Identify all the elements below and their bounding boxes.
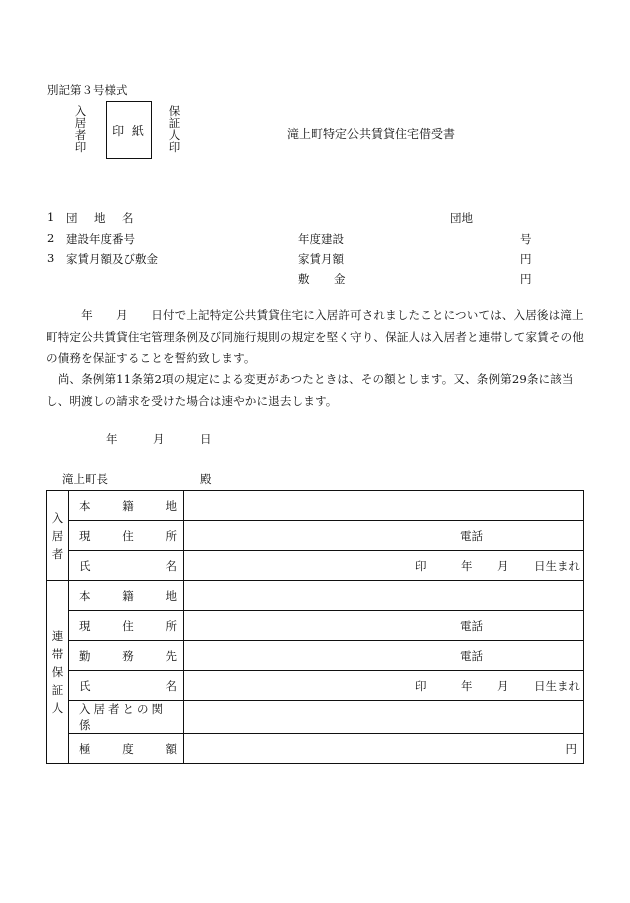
phone-label: 電話	[460, 648, 483, 663]
guarantor-workplace-field[interactable]	[184, 641, 584, 671]
table-row	[47, 581, 584, 611]
document-title: 滝上町特定公共賃貸住宅借受書	[287, 127, 456, 141]
table-row	[47, 641, 584, 671]
month-label: 月	[497, 678, 509, 693]
item-1-suffix: 団地	[450, 211, 473, 225]
resident-domicile-field[interactable]	[184, 491, 584, 521]
item-3-suffix: 円	[520, 252, 532, 266]
pledge-paragraph-2: 尚、条例第11条第2項の規定による変更があつたときは、その額とします。又、条例第29条に該当し、明渡しの請求を受けた場合は速やかに退去します。	[46, 372, 574, 408]
birth-label: 日生まれ	[534, 558, 580, 573]
revenue-stamp-box	[106, 101, 152, 159]
table-row	[47, 521, 584, 551]
guarantor-address-label: 現 住 所	[69, 611, 184, 641]
item-3b-mid-a: 敷	[298, 272, 310, 286]
birth-label: 日生まれ	[534, 678, 580, 693]
item-1-label-a: 団	[66, 211, 78, 225]
item-3-label: 家賃月額及び敷金	[66, 252, 158, 266]
guarantor-domicile-label: 本 籍 地	[69, 581, 184, 611]
seal-label: 印	[415, 558, 427, 573]
date-day: 日	[200, 432, 212, 446]
resident-address-label: 現 住 所	[69, 521, 184, 551]
date-year: 年	[106, 432, 118, 446]
date-month: 月	[153, 432, 165, 446]
table-row	[47, 701, 584, 734]
maximum-amount-field[interactable]	[184, 734, 584, 764]
yen-label: 円	[565, 741, 577, 756]
guarantor-domicile-field[interactable]	[184, 581, 584, 611]
party-info-table	[46, 490, 584, 764]
resident-domicile-label: 本 籍 地	[69, 491, 184, 521]
maximum-amount-label: 極 度 額	[69, 734, 184, 764]
guarantor-name-field[interactable]	[184, 671, 584, 701]
guarantor-group-label: 連帯保証人	[47, 581, 69, 764]
year-label: 年	[461, 678, 473, 693]
resident-name-field[interactable]	[184, 551, 584, 581]
form-id: 別記第３号様式	[47, 83, 128, 97]
table-row	[47, 551, 584, 581]
item-1-label-b: 地	[94, 211, 106, 225]
table-row	[47, 611, 584, 641]
table-row	[47, 671, 584, 701]
stamp-label-guarantor: 保証人印	[168, 104, 181, 154]
item-1-no: 1	[47, 210, 55, 224]
resident-name-label: 氏 名	[69, 551, 184, 581]
table-row	[47, 734, 584, 764]
item-2-mid: 年度建設	[298, 232, 344, 246]
addressee-honorific: 殿	[200, 472, 212, 486]
resident-group-label: 入居者	[47, 491, 69, 581]
item-3-no: 3	[47, 251, 55, 265]
guarantor-address-field[interactable]	[184, 611, 584, 641]
phone-label: 電話	[460, 618, 483, 633]
guarantor-workplace-label: 勤 務 先	[69, 641, 184, 671]
relationship-field[interactable]	[184, 701, 584, 734]
year-label: 年	[461, 558, 473, 573]
item-2-no: 2	[47, 231, 55, 245]
table-row	[47, 491, 584, 521]
item-3b-mid-b: 金	[334, 272, 346, 286]
item-2-suffix: 号	[520, 232, 532, 246]
resident-address-field[interactable]	[184, 521, 584, 551]
seal-label: 印	[415, 678, 427, 693]
stamp-label-resident: 入居者印	[74, 104, 87, 154]
guarantor-name-label: 氏 名	[69, 671, 184, 701]
item-3-mid: 家賃月額	[298, 252, 344, 266]
phone-label: 電話	[460, 528, 483, 543]
item-3b-suffix: 円	[520, 272, 532, 286]
month-label: 月	[497, 558, 509, 573]
pledge-paragraph-1: 年 月 日付で上記特定公共賃貸住宅に入居許可されましたことについては、入居後は滝上町特定公共賃貸住宅管理条例及び同施行規則の規定を堅く守り、保証人は入居者と連帯して家賃その他の債務を保証することを誓約致します。	[46, 308, 584, 365]
relationship-label: 入居者との関係	[69, 701, 184, 734]
item-1-label-c: 名	[122, 211, 134, 225]
addressee-name: 滝上町長	[62, 472, 108, 486]
item-2-label: 建設年度番号	[66, 232, 135, 246]
revenue-stamp-label: 印 紙	[112, 123, 146, 138]
